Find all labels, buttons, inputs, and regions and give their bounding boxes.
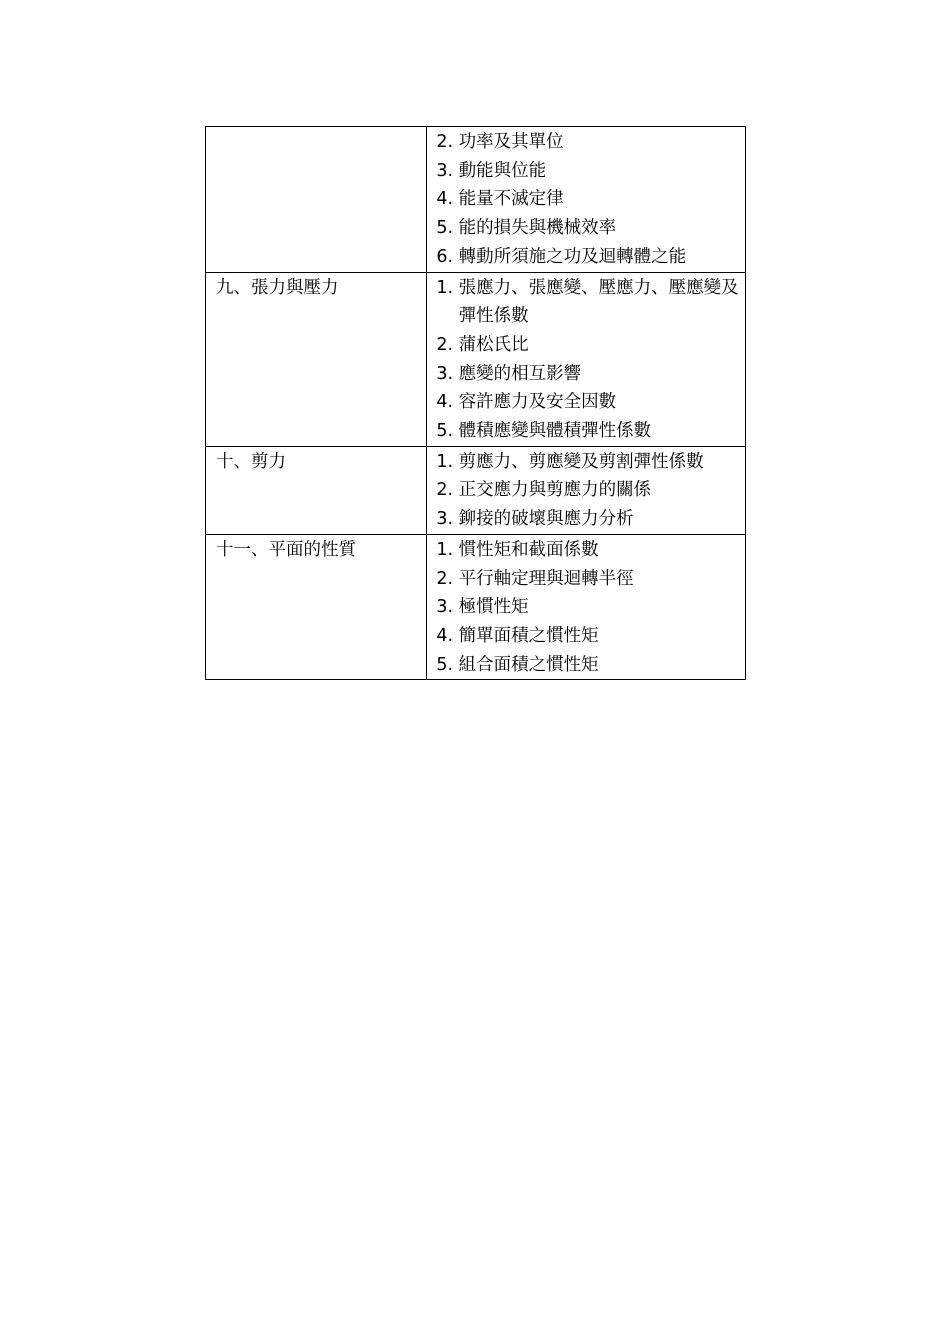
item-number: 2. (436, 568, 459, 589)
item-number: 2. (436, 480, 459, 501)
item-number: 4. (436, 189, 459, 210)
item-text: 容許應力及安全因數 (458, 392, 617, 413)
item-text: 體積應變與體積彈性係數 (458, 421, 652, 442)
item-text: 剪應力、剪應變及剪割彈性係數 (458, 451, 704, 472)
item-text: 正交應力與剪應力的關係 (458, 480, 652, 501)
list-item (436, 536, 741, 565)
item-number: 5. (436, 421, 459, 442)
item-number: 3. (436, 509, 459, 530)
item-text: 能的損失與機械效率 (458, 218, 617, 239)
list-item (436, 128, 741, 157)
item-text: 平行軸定理與迴轉半徑 (458, 568, 634, 589)
item-number: 2. (436, 132, 459, 152)
items-list (427, 447, 745, 534)
list-item (436, 448, 741, 477)
list-item (436, 243, 741, 272)
items-cell (427, 534, 746, 680)
item-text: 蒲松氏比 (458, 334, 529, 355)
item-text: 張應力、張應變、壓應力、壓應變及彈性係數 (458, 277, 739, 327)
topic-title: 九、張力與壓力 (216, 277, 339, 298)
item-number: 4. (436, 625, 459, 646)
item-text: 慣性矩和截面係數 (458, 539, 599, 560)
items-list (427, 535, 745, 680)
item-number: 3. (436, 363, 459, 384)
list-item (436, 157, 741, 186)
list-item (436, 622, 741, 651)
topic-cell (206, 534, 427, 680)
items-cell (427, 127, 746, 273)
item-number: 5. (436, 654, 459, 675)
topic-cell (206, 272, 427, 446)
table-row (206, 272, 746, 446)
item-number: 1. (436, 277, 459, 298)
item-number: 1. (436, 451, 459, 472)
items-cell (427, 272, 746, 446)
table-row (206, 446, 746, 534)
list-item (436, 214, 741, 243)
list-item (436, 505, 741, 534)
items-cell (427, 446, 746, 534)
item-text: 鉚接的破壞與應力分析 (458, 509, 634, 530)
item-text: 功率及其單位 (458, 132, 564, 152)
item-number: 5. (436, 218, 459, 239)
item-text: 組合面積之慣性矩 (458, 654, 599, 675)
item-number: 3. (436, 160, 459, 181)
syllabus-table-body (206, 127, 746, 680)
list-item (436, 185, 741, 214)
item-number: 1. (436, 539, 459, 560)
item-text: 簡單面積之慣性矩 (458, 625, 599, 646)
topic-title: 十一、平面的性質 (216, 539, 356, 560)
item-number: 2. (436, 334, 459, 355)
items-list (427, 273, 745, 446)
topic-title: 十、剪力 (216, 451, 286, 472)
topic-cell (206, 127, 427, 273)
items-list (427, 127, 745, 272)
list-item (436, 417, 741, 446)
item-number: 3. (436, 597, 459, 618)
list-item (436, 565, 741, 594)
item-number: 4. (436, 392, 459, 413)
topic-title (206, 127, 426, 128)
item-text: 動能與位能 (458, 160, 547, 181)
item-text: 應變的相互影響 (458, 363, 582, 384)
item-text: 轉動所須施之功及迴轉體之能 (458, 246, 687, 267)
table-row (206, 534, 746, 680)
list-item (436, 331, 741, 360)
list-item (436, 388, 741, 417)
syllabus-table (205, 126, 746, 680)
list-item (436, 476, 741, 505)
item-text: 極慣性矩 (458, 597, 529, 618)
item-text: 能量不滅定律 (458, 189, 564, 210)
table-row (206, 127, 746, 273)
topic-cell (206, 446, 427, 534)
list-item (436, 593, 741, 622)
list-item (436, 360, 741, 389)
list-item (436, 274, 741, 331)
list-item (436, 651, 741, 680)
item-number: 6. (436, 246, 459, 267)
